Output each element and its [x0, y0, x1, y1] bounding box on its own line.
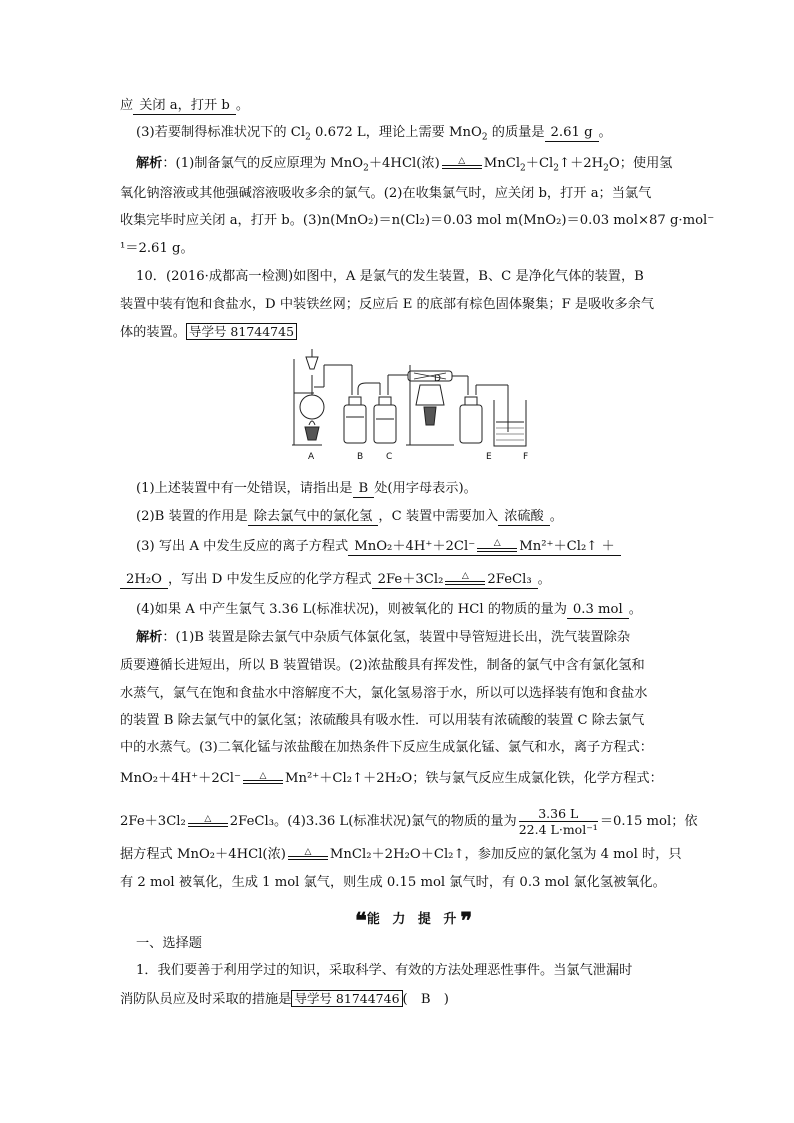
- answer-blank: 除去氯气中的氯化氢: [248, 509, 379, 526]
- answer-blank: 关闭 a，打开 b: [133, 98, 236, 115]
- explanation-line: 据方程式 MnO₂＋4HCl(浓) △ MnCl₂＋2H₂O＋Cl₂↑，参加反应的氯化氢为 4 mol 时，只: [120, 846, 682, 862]
- sub-question-4: (4)如果 A 中产生氯气 3.36 L(标准状况)，则被氧化的 HCl 的物质的量为 0.3 mol 。: [136, 602, 642, 617]
- label-f: F: [523, 452, 529, 462]
- question-10-line: 体的装置。 导学号 81744745: [120, 323, 297, 342]
- explanation-line: 中的水蒸气。(3)二氧化锰与浓盐酸在加热条件下反应生成氯化锰、氯气和水，离子方程式：: [120, 740, 653, 755]
- apparatus-b: [344, 365, 380, 443]
- apparatus-diagram: [292, 345, 492, 465]
- question-1-line: 1．我们要善于利用学过的知识，采取科学、有效的方法处理恶性事件。当氯气泄漏时: [136, 963, 633, 978]
- explanation-line: 收集完毕时应关闭 a，打开 b。(3)n(MnO₂)＝n(Cl₂)＝0.03 mol m(MnO₂)＝0.03 mol×87 g·mol⁻: [120, 213, 715, 228]
- apparatus-f: [488, 384, 532, 454]
- explanation-line: 的装置 B 除去氯气中的氯化氢；浓硫酸具有吸水性．可以用装有浓硫酸的装置 C 除去氯气: [120, 713, 645, 728]
- label-a: A: [308, 452, 315, 462]
- answer-blank: 2Fe＋3Cl₂ △ 2FeCl₃: [372, 572, 538, 589]
- label-d: D: [434, 374, 441, 384]
- explanation-line: 解析：(1)制备氯气的反应原理为 MnO$_2$＋4HCl(浓) △ $MnCl_2+Cl_2↑+2H_2O$；使用氢: [136, 155, 673, 174]
- question-10-line: 装置中装有饱和食盐水，D 中装铁丝网；反应后 E 的底部有棕色固体聚集；F 是吸收多余气: [120, 297, 655, 312]
- answer-blank: 2.61 g: [545, 125, 599, 142]
- sub-question-3-cont: 2H₂O ，写出 D 中发生反应的化学方程式 2Fe＋3Cl₂ △ 2FeCl₃ 。: [120, 571, 551, 589]
- sub-question-2: (2)B 装置的作用是 除去氯气中的氯化氢 ，C 装置中需要加入 浓硫酸 。: [136, 509, 563, 524]
- question-10-line: 10．(2016·成都高一检测)如图中，A 是氯气的发生装置，B、C 是净化气体的装置，B: [136, 269, 644, 284]
- section-heading: ❝能 力 提 升❞: [355, 908, 473, 934]
- answer-blank: MnO₂＋4H⁺＋2Cl⁻ △ Mn²⁺＋Cl₂↑ ＋: [348, 539, 620, 556]
- guide-number-box: 导学号 81744745: [186, 323, 297, 340]
- explanation-line: 有 2 mol 被氧化，生成 1 mol 氯气，则生成 0.15 mol 氯气时，有 0.3 mol 氯化氢被氧化。: [120, 875, 666, 890]
- label-b: B: [357, 452, 364, 462]
- answer-blank: B: [353, 481, 375, 498]
- fraction: $\frac{3.36 L}{\text{22.4 L·mol⁻¹}}$: [518, 806, 598, 837]
- apparatus-a: [292, 349, 352, 445]
- label-c: C: [386, 452, 393, 462]
- heat-condition-sign: △: [442, 157, 482, 171]
- answer-line-1: 应 关闭 a，打开 b 。: [120, 98, 249, 113]
- explanation-line: 质要遵循长进短出，所以 B 装置错误。(2)浓盐酸具有挥发性，制备的氯气中含有氯化氢和: [120, 658, 645, 673]
- question-3-line: (3)若要制得标准状况下的 $Cl_2$ 0.672 L，理论上需要 MnO$_2$ 的质量是 2.61 g 。: [136, 125, 612, 143]
- explanation-line: ¹＝2.61 g。: [120, 241, 194, 256]
- sub-question-1: (1)上述装置中有一处错误，请指出是 B 处(用字母表示)。: [136, 481, 477, 496]
- apparatus-c: [374, 375, 408, 443]
- explanation-line: MnO₂＋4H⁺＋2Cl⁻ △ Mn²⁺＋Cl₂↑＋2H₂O；铁与氯气反应生成氯化铁，化学方程式：: [120, 770, 663, 786]
- answer-blank: 0.3 mol: [567, 602, 629, 619]
- sub-question-3: (3) 写出 A 中发生反应的离子方程式 MnO₂＋4H⁺＋2Cl⁻ △ Mn²⁺＋Cl₂↑ ＋: [136, 538, 621, 556]
- apparatus-e: [460, 376, 490, 443]
- choice-heading: 一、选择题: [136, 936, 202, 951]
- answer-blank: 浓硫酸: [498, 509, 550, 526]
- explanation-line: 水蒸气，氯气在饱和食盐水中溶解度不大，氯化氢易溶于水，所以可以选择装有饱和食盐水: [120, 686, 648, 701]
- answer-blank: 2H₂O: [120, 572, 168, 589]
- explanation-line: 解析：(1)B 装置是除去氯气中杂质气体氯化氢，装置中导管短进长出，洗气装置除杂: [136, 630, 631, 645]
- explanation-line: 氧化钠溶液或其他强碱溶液吸收多余的氯气。(2)在收集氯气时，应关闭 b，打开 a；当氯气: [120, 186, 652, 201]
- explanation-line: 2Fe＋3Cl₂ △ 2FeCl₃。(4)3.36 L(标准状况)氯气的物质的量为 $\frac{3.36 L}{\text{22.4 L·mol⁻¹}}$ ＝0.15 mol；依: [120, 806, 698, 837]
- label-e: E: [486, 452, 492, 462]
- question-1-line: 消防队员应及时采取的措施是 导学号 81744746 ( B ): [120, 991, 449, 1007]
- guide-number-box: 导学号 81744746: [291, 990, 402, 1007]
